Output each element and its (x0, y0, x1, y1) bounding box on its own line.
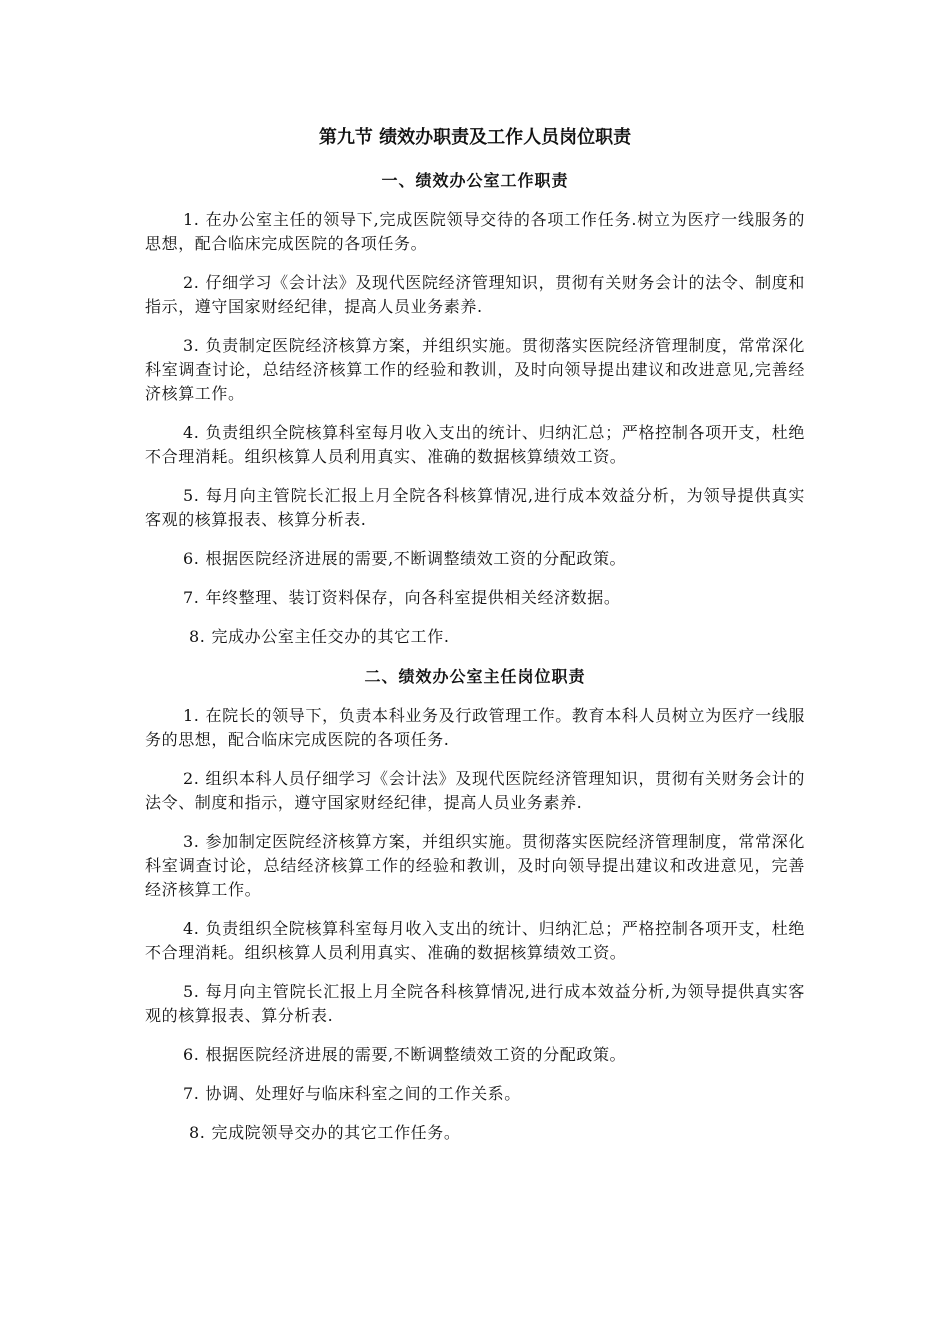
section-office-duties (145, 169, 805, 649)
list-item (145, 208, 805, 256)
item-text: 组织本科人员仔细学习《会计法》及现代医院经济管理知识，贯彻有关财务会计的法令、制度和指示，遵守国家财经纪律，提高人员业务素养. (145, 769, 805, 812)
item-text: 每月向主管院长汇报上月全院各科核算情况,进行成本效益分析，为领导提供真实客观的核算报表、核算分析表. (145, 486, 805, 529)
list-item (145, 334, 805, 406)
list-item (145, 421, 805, 469)
list-item (145, 586, 805, 610)
item-text: 在办公室主任的领导下,完成医院领导交待的各项工作任务.树立为医疗一线服务的思想，配合临床完成医院的各项任务。 (145, 210, 805, 253)
item-number: 8. (189, 1123, 206, 1142)
item-number: 5. (183, 486, 200, 505)
item-number: 4. (183, 919, 200, 938)
list-item (145, 484, 805, 532)
item-text: 每月向主管院长汇报上月全院各科核算情况,进行成本效益分析,为领导提供真实客观的核算报表、算分析表. (145, 982, 805, 1025)
item-number: 5. (183, 982, 200, 1001)
list-item (145, 625, 805, 649)
list-item (145, 1121, 805, 1145)
item-text: 完成办公室主任交办的其它工作. (211, 627, 450, 646)
item-number: 3. (183, 832, 200, 851)
section-director-duties (145, 665, 805, 1145)
list-item (145, 767, 805, 815)
item-text: 在院长的领导下，负责本科业务及行政管理工作。教育本科人员树立为医疗一线服务的思想，配合临床完成医院的各项任务. (145, 706, 805, 749)
item-text: 负责制定医院经济核算方案，并组织实施。贯彻落实医院经济管理制度，常常深化科室调查讨论，总结经济核算工作的经验和教训，及时向领导提出建议和改进意见,完善经济核算工作。 (145, 336, 805, 403)
item-text: 年终整理、装订资料保存，向各科室提供相关经济数据。 (205, 588, 621, 607)
list-item (145, 1082, 805, 1106)
item-number: 2. (183, 273, 200, 292)
item-number: 7. (183, 1084, 200, 1103)
list-item (145, 547, 805, 571)
item-text: 根据医院经济进展的需要,不断调整绩效工资的分配政策。 (205, 1045, 627, 1064)
page-title: 第九节 绩效办职责及工作人员岗位职责 (318, 127, 632, 148)
item-number: 2. (183, 769, 200, 788)
item-text: 根据医院经济进展的需要,不断调整绩效工资的分配政策。 (205, 549, 627, 568)
item-number: 4. (183, 423, 200, 442)
item-text: 参加制定医院经济核算方案，并组织实施。贯彻落实医院经济管理制度，常常深化科室调查讨论，总结经济核算工作的经验和教训，及时向领导提出建议和改进意见，完善经济核算工作。 (145, 832, 805, 899)
item-number: 6. (183, 549, 200, 568)
list-item (145, 271, 805, 319)
item-number: 7. (183, 588, 200, 607)
list-item (145, 980, 805, 1028)
item-text: 负责组织全院核算科室每月收入支出的统计、归纳汇总；严格控制各项开支，杜绝不合理消耗。组织核算人员利用真实、准确的数据核算绩效工资。 (145, 423, 805, 466)
item-text: 完成院领导交办的其它工作任务。 (211, 1123, 461, 1142)
section-heading: 一、绩效办公室工作职责 (381, 171, 569, 190)
document-page (145, 126, 805, 1160)
item-number: 1. (183, 706, 200, 725)
item-number: 8. (189, 627, 206, 646)
list-item (145, 917, 805, 965)
list-item (145, 704, 805, 752)
list-item (145, 1043, 805, 1067)
item-number: 3. (183, 336, 200, 355)
item-number: 6. (183, 1045, 200, 1064)
item-text: 协调、处理好与临床科室之间的工作关系。 (205, 1084, 521, 1103)
list-item (145, 830, 805, 902)
section-heading: 二、绩效办公室主任岗位职责 (364, 667, 586, 686)
item-text: 负责组织全院核算科室每月收入支出的统计、归纳汇总；严格控制各项开支，杜绝不合理消耗。组织核算人员利用真实、准确的数据核算绩效工资。 (145, 919, 805, 962)
item-number: 1. (183, 210, 200, 229)
item-text: 仔细学习《会计法》及现代医院经济管理知识，贯彻有关财务会计的法令、制度和指示，遵守国家财经纪律，提高人员业务素养. (145, 273, 805, 316)
